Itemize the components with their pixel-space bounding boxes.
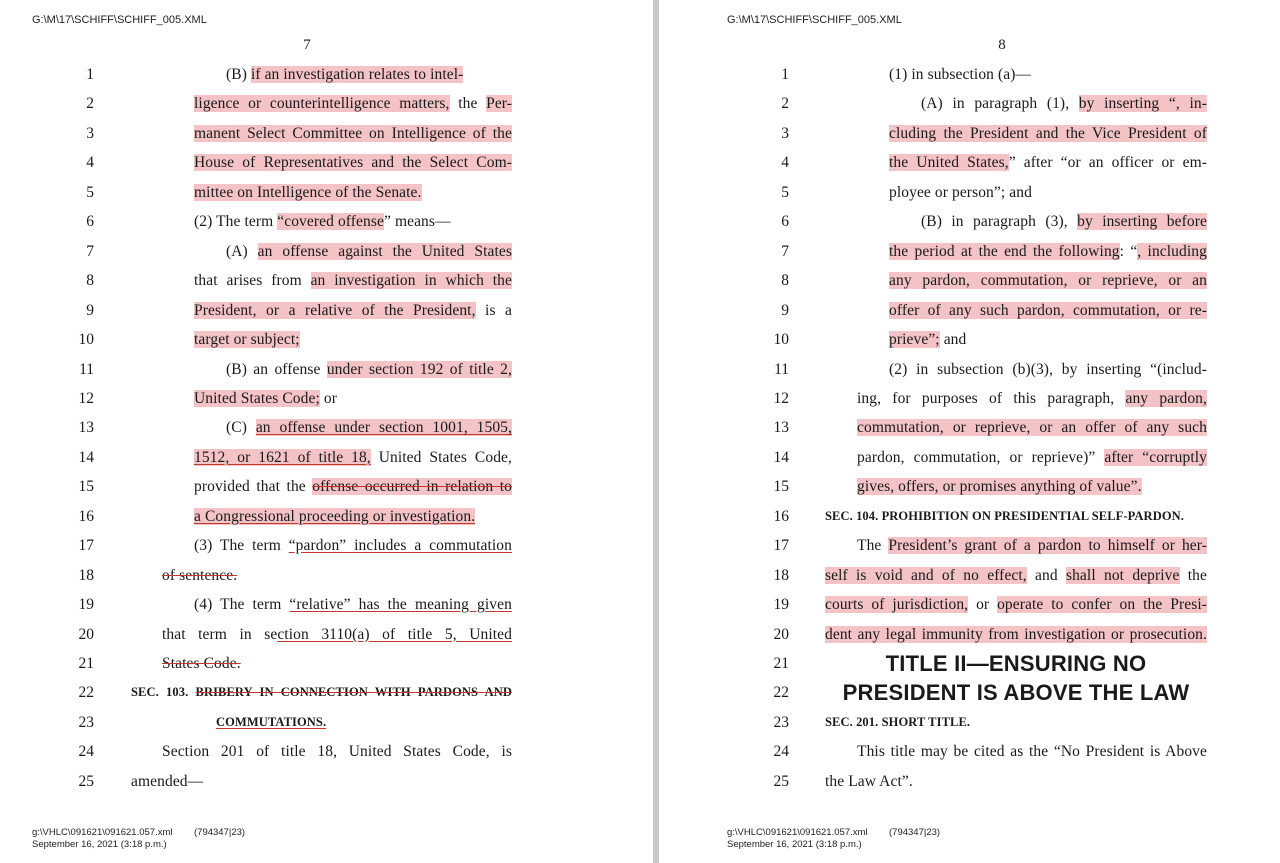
line-number: 23 xyxy=(773,713,789,731)
bill-line xyxy=(659,325,1280,354)
highlighted-text: any pardon, commutation, or reprieve, or an xyxy=(889,272,1207,290)
text-run: ing, for purposes of this paragraph, xyxy=(857,389,1126,407)
line-text xyxy=(162,620,512,649)
line-text xyxy=(857,472,1207,501)
line-number: 4 xyxy=(781,154,789,172)
text-run: of sentence. xyxy=(162,566,238,584)
highlighted-text: offense occurred in relation to xyxy=(312,478,512,496)
line-text xyxy=(194,502,512,531)
highlighted-text: , including xyxy=(1137,242,1207,260)
line-number: 3 xyxy=(781,124,789,142)
line-number: 13 xyxy=(773,419,789,437)
line-number: 18 xyxy=(773,566,789,584)
line-number: 15 xyxy=(773,478,789,496)
footer-date: September 16, 2021 (3:18 p.m.) xyxy=(32,839,167,850)
line-text xyxy=(857,531,1207,560)
line-number: 3 xyxy=(86,124,94,142)
highlighted-text: the period at the end the following xyxy=(889,242,1120,260)
highlighted-text: manent Select Committee on Intelligence of the xyxy=(194,124,512,142)
line-number: 17 xyxy=(78,537,94,555)
bill-line xyxy=(0,325,653,354)
line-number: 19 xyxy=(78,596,94,614)
text-run: TITLE II—ENSURING NO xyxy=(885,651,1147,676)
bill-line xyxy=(0,767,653,796)
line-text xyxy=(825,620,1207,649)
line-number: 8 xyxy=(781,272,789,290)
line-text xyxy=(825,678,1207,707)
text-run: BRIBERY IN CONNECTION WITH PARDONS AND xyxy=(195,685,512,700)
highlighted-text: courts of jurisdiction, xyxy=(825,596,969,614)
text-run: United States Code, xyxy=(370,448,512,466)
text-run: (A) in paragraph (1), xyxy=(921,95,1079,113)
bill-line xyxy=(659,296,1280,325)
text-run: or xyxy=(968,596,998,614)
bill-line xyxy=(0,413,653,442)
bill-line xyxy=(0,443,653,472)
footer-code: (794347|23) xyxy=(889,827,941,838)
line-number: 18 xyxy=(78,566,94,584)
text-run: ” means— xyxy=(383,213,451,231)
line-number: 16 xyxy=(78,507,94,525)
line-number: 5 xyxy=(86,183,94,201)
bill-line xyxy=(659,178,1280,207)
highlighted-text: prieve”; xyxy=(889,331,940,349)
highlighted-text: shall not deprive xyxy=(1065,566,1180,584)
line-text xyxy=(194,590,512,619)
highlighted-text: dent any legal immunity from investigation or prosecution. xyxy=(825,625,1207,643)
text-run: (C) xyxy=(226,419,256,437)
bill-line xyxy=(659,237,1280,266)
line-text xyxy=(131,767,512,796)
bill-line xyxy=(0,119,653,148)
bill-line xyxy=(659,60,1280,89)
line-text xyxy=(226,237,512,266)
line-number: 21 xyxy=(773,655,789,672)
line-number: 14 xyxy=(78,448,94,466)
line-number: 11 xyxy=(774,360,789,378)
highlighted-text: an offense under section 1001, 1505, xyxy=(255,419,512,437)
line-number: 6 xyxy=(86,213,94,231)
line-number: 1 xyxy=(86,66,94,83)
text-run: SEC. 103. xyxy=(131,685,196,700)
highlighted-text: commutation, or reprieve, or an offer of any such xyxy=(857,419,1207,437)
line-text xyxy=(857,443,1207,472)
line-number: 5 xyxy=(781,183,789,201)
bill-line xyxy=(0,178,653,207)
line-text xyxy=(194,148,512,177)
text-run: SEC. 201. SHORT TITLE. xyxy=(825,714,971,729)
bill-line xyxy=(659,620,1280,649)
line-text xyxy=(194,325,512,354)
footer-date: September 16, 2021 (3:18 p.m.) xyxy=(727,839,862,850)
bill-line xyxy=(659,384,1280,413)
line-text xyxy=(889,325,1207,354)
line-text xyxy=(226,355,512,384)
text-run: (4) The term xyxy=(194,596,290,614)
line-number: 22 xyxy=(773,684,789,702)
line-text xyxy=(216,708,512,737)
line-text xyxy=(194,119,512,148)
bill-line xyxy=(0,737,653,766)
line-text xyxy=(194,207,512,236)
text-run: SEC. 104. PROHIBITION ON PRESIDENTIAL SELF-PARDON. xyxy=(825,508,1184,523)
bill-line xyxy=(0,60,653,89)
bill-line xyxy=(0,296,653,325)
highlighted-text: United States Code; xyxy=(194,389,320,407)
file-path-header: G:\M\17\SCHIFF\SCHIFF_005.XML xyxy=(727,14,902,26)
bill-page-8 xyxy=(659,0,1280,863)
text-run: provided that the xyxy=(194,478,313,496)
bill-line xyxy=(0,384,653,413)
line-number: 10 xyxy=(773,331,789,349)
text-run: : “ xyxy=(1119,242,1138,260)
text-run: “pardon” includes a commutation xyxy=(288,537,512,555)
highlighted-text: by inserting “, in- xyxy=(1078,95,1207,113)
highlighted-text: a Congressional proceeding or investigation. xyxy=(194,507,476,525)
line-text xyxy=(194,178,512,207)
bill-line xyxy=(0,237,653,266)
text-run: Section 201 of title 18, United States Code, is xyxy=(162,743,512,761)
line-text xyxy=(162,737,512,766)
highlighted-text: if an investigation relates to intel- xyxy=(250,66,464,83)
bill-line xyxy=(0,355,653,384)
highlighted-text: any pardon, xyxy=(1125,389,1207,407)
line-number: 25 xyxy=(773,772,789,790)
text-run: PRESIDENT IS ABOVE THE LAW xyxy=(842,680,1190,706)
page-number: 8 xyxy=(998,37,1006,53)
bill-line xyxy=(659,119,1280,148)
bill-line xyxy=(659,443,1280,472)
line-text xyxy=(889,355,1207,384)
line-number: 12 xyxy=(773,389,789,407)
bill-line xyxy=(0,531,653,560)
text-run: COMMUTATIONS. xyxy=(216,714,327,729)
line-text xyxy=(889,266,1207,295)
line-number: 7 xyxy=(781,242,789,260)
text-run: ployee or person”; and xyxy=(889,183,1032,201)
line-number: 22 xyxy=(78,684,94,702)
line-text xyxy=(921,207,1207,236)
line-text xyxy=(194,296,512,325)
line-number: 24 xyxy=(78,743,94,761)
highlighted-text: gives, offers, or promises anything of value”. xyxy=(857,478,1142,496)
text-run: amended— xyxy=(131,772,204,790)
text-run: (B) in paragraph (3), xyxy=(921,213,1078,231)
text-run: (A) xyxy=(226,242,258,260)
bill-line xyxy=(0,590,653,619)
highlighted-text: target or subject; xyxy=(194,331,300,349)
line-text xyxy=(226,60,512,89)
line-number: 4 xyxy=(86,154,94,172)
bill-line xyxy=(659,472,1280,501)
bill-line xyxy=(0,708,653,737)
footer-code: (794347|23) xyxy=(194,827,246,838)
line-number: 1 xyxy=(781,66,789,83)
line-number: 21 xyxy=(78,655,94,672)
page-number: 7 xyxy=(303,37,311,53)
line-text xyxy=(889,296,1207,325)
line-number: 7 xyxy=(86,242,94,260)
bill-line xyxy=(659,502,1280,531)
line-number: 12 xyxy=(78,389,94,407)
line-number: 13 xyxy=(78,419,94,437)
bill-line xyxy=(659,678,1280,707)
bill-line xyxy=(659,89,1280,118)
highlighted-text: under section 192 of title 2, xyxy=(326,360,512,378)
line-number: 9 xyxy=(781,301,789,319)
line-number: 10 xyxy=(78,331,94,349)
line-text xyxy=(889,119,1207,148)
bill-line xyxy=(659,708,1280,737)
line-number: 20 xyxy=(78,625,94,643)
bill-line xyxy=(0,148,653,177)
text-run: “relative” has the meaning given xyxy=(289,596,512,614)
bill-line xyxy=(659,737,1280,766)
bill-line xyxy=(0,678,653,707)
bill-line xyxy=(0,89,653,118)
text-run: ction 3110(a) of title 5, United xyxy=(277,625,512,643)
text-run: (2) in subsection (b)(3), by inserting “(includ- xyxy=(889,360,1207,378)
bill-line xyxy=(0,561,653,590)
line-text xyxy=(162,649,512,678)
text-run: The xyxy=(857,537,889,555)
footer-file: g:\VHLC\091621\091621.057.xml xyxy=(32,827,173,838)
bill-line xyxy=(0,472,653,501)
footer-file: g:\VHLC\091621\091621.057.xml xyxy=(727,827,868,838)
highlighted-text: President, or a relative of the President, xyxy=(194,301,476,319)
line-number: 14 xyxy=(773,448,789,466)
highlighted-text: Per- xyxy=(486,95,512,113)
line-text xyxy=(194,443,512,472)
bill-line xyxy=(659,355,1280,384)
bill-line xyxy=(0,266,653,295)
line-text xyxy=(889,178,1207,207)
highlighted-text: the United States, xyxy=(889,154,1009,172)
line-text xyxy=(857,384,1207,413)
text-run: that arises from xyxy=(194,272,311,290)
highlighted-text: ligence or counterintelligence matters, xyxy=(194,95,450,113)
line-number: 9 xyxy=(86,301,94,319)
bill-line xyxy=(659,531,1280,560)
line-text xyxy=(889,148,1207,177)
line-number: 24 xyxy=(773,743,789,761)
line-text xyxy=(825,708,1207,737)
bill-line xyxy=(659,561,1280,590)
text-run: is a xyxy=(475,301,512,319)
bill-line xyxy=(659,266,1280,295)
line-text xyxy=(194,266,512,295)
line-text xyxy=(857,737,1207,766)
highlighted-text: after “corruptly xyxy=(1104,448,1207,466)
line-number: 8 xyxy=(86,272,94,290)
text-run: States Code. xyxy=(162,655,241,672)
highlighted-text: cluding the President and the Vice President of xyxy=(889,124,1207,142)
line-number: 20 xyxy=(773,625,789,643)
line-text xyxy=(194,531,512,560)
line-number: 6 xyxy=(781,213,789,231)
line-number: 11 xyxy=(79,360,94,378)
line-text xyxy=(131,678,512,707)
text-run: the xyxy=(449,95,487,113)
bill-line xyxy=(659,207,1280,236)
line-text xyxy=(162,561,512,590)
text-run: pardon, commutation, or reprieve)” xyxy=(857,448,1105,466)
line-text xyxy=(194,472,512,501)
text-run: that term in se xyxy=(162,625,278,643)
line-text xyxy=(889,60,1207,89)
text-run: (2) The term xyxy=(194,213,278,231)
line-number: 15 xyxy=(78,478,94,496)
bill-line xyxy=(659,413,1280,442)
line-text xyxy=(194,89,512,118)
line-number: 16 xyxy=(773,507,789,525)
text-run: or xyxy=(319,389,337,407)
highlighted-text: operate to confer on the Presi- xyxy=(997,596,1207,614)
text-run: (1) in subsection (a)— xyxy=(889,66,1032,83)
text-run: the Law Act”. xyxy=(825,772,913,790)
bill-line xyxy=(0,502,653,531)
line-text xyxy=(825,649,1207,678)
page-footer xyxy=(32,827,246,851)
line-text xyxy=(825,767,1207,796)
text-run: (3) The term xyxy=(194,537,289,555)
highlighted-text: by inserting before xyxy=(1077,213,1207,231)
line-text xyxy=(857,413,1207,442)
bill-line xyxy=(659,767,1280,796)
line-number: 2 xyxy=(86,95,94,113)
bill-line xyxy=(659,148,1280,177)
highlighted-text: “covered offense xyxy=(277,213,384,231)
line-number: 2 xyxy=(781,95,789,113)
highlighted-text: 1512, or 1621 of title 18, xyxy=(194,448,371,466)
bill-line xyxy=(0,649,653,678)
line-number: 23 xyxy=(78,713,94,731)
text-run: This title may be cited as the “No President is Above xyxy=(857,743,1207,761)
line-text xyxy=(825,502,1207,531)
highlighted-text: self is void and of no effect, xyxy=(825,566,1027,584)
line-text xyxy=(825,561,1207,590)
text-run: (B) xyxy=(226,66,251,83)
text-run: ” after “or an officer or em- xyxy=(1008,154,1207,172)
bill-line xyxy=(0,620,653,649)
line-text xyxy=(226,413,512,442)
file-path-header: G:\M\17\SCHIFF\SCHIFF_005.XML xyxy=(32,14,207,26)
line-number: 25 xyxy=(78,772,94,790)
highlighted-text: House of Representatives and the Select Com- xyxy=(194,154,512,172)
text-run: the xyxy=(1179,566,1207,584)
line-number: 17 xyxy=(773,537,789,555)
text-run: and xyxy=(1026,566,1066,584)
bill-line xyxy=(659,590,1280,619)
bill-line xyxy=(0,207,653,236)
highlighted-text: mittee on Intelligence of the Senate. xyxy=(194,183,422,201)
text-run: and xyxy=(939,331,967,349)
text-run: (B) an offense xyxy=(226,360,327,378)
line-text xyxy=(921,89,1207,118)
page-footer xyxy=(727,827,941,851)
line-text xyxy=(889,237,1207,266)
highlighted-text: an investigation in which the xyxy=(310,272,512,290)
line-number: 19 xyxy=(773,596,789,614)
bill-line xyxy=(659,649,1280,678)
highlighted-text: President’s grant of a pardon to himself or her- xyxy=(888,537,1207,555)
highlighted-text: offer of any such pardon, commutation, or re- xyxy=(889,301,1207,319)
line-text xyxy=(825,590,1207,619)
line-text xyxy=(194,384,512,413)
highlighted-text: an offense against the United States xyxy=(257,242,512,260)
